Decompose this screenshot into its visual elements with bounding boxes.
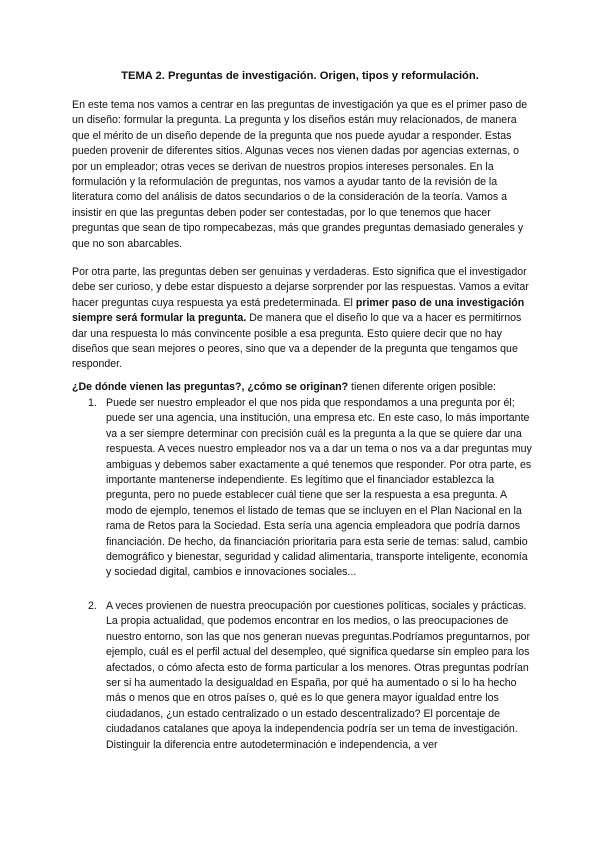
list-item-number: 1.	[88, 397, 97, 409]
paragraph-intro: En este tema nos vamos a centrar en las preguntas de investigación ya que es el primer paso de un diseño: formular la pregunta. La pregunta y los diseños están muy relacionados, de manera que el mérito de un diseño depende de la pregunta que nos puede ayudar a responder. Estas pueden provenir de diferentes sitios. Algunas veces nos vienen dadas por agencias externas, o por un empleador; otras veces se derivan de nuestros propios intereses personales. En la formulación y la reformulación de preguntas, nos vamos a ayudar tanto de la revisión de la literatura como del análisis de datos secundarios o de la consideración de la teoría. Vamos a insistir en que las preguntas deben poder ser contestadas, por lo que tenemos que hacer preguntas que sean de tipo rompecabezas, más que grandes preguntas demasiado generales y que no son abarcables.	[72, 99, 528, 250]
document-title: TEMA 2. Preguntas de investigación. Origen, tipos y reformulación.	[121, 70, 479, 82]
list-item	[72, 599, 532, 753]
origin-list	[72, 396, 532, 581]
list-item	[72, 396, 532, 581]
origin-list-continued	[72, 599, 532, 753]
section-heading-tail: tienen diferente origen posible:	[348, 381, 496, 393]
section-heading: ¿De dónde vienen las preguntas?, ¿cómo se originan?	[72, 381, 349, 393]
paragraph-genuine-questions	[72, 265, 532, 373]
list-item-text: A veces provienen de nuestra preocupación por cuestiones políticas, sociales y prácticas. La propia actualidad, que podemos encontrar en los medios, o las preocupaciones de nuestro entorno, son las que nos generan nuevas preguntas.Podríamos preguntarnos, por ejemplo, cuál es el perfil actual del desempleo, qué significa quedarse sin empleo para los afectados, o cómo afecta esto de forma particular a los menores. Otras preguntas podrían ser si ha aumentado la desigualdad en España, por qué ha aumentado o si lo ha hecho más o menos que en otros países o, qué es lo que genera mayor igualdad entre los ciudadanos, ¿un estado centralizado o un estado descentralizado? El porcentaje de ciudadanos catalanes que apoya la independencia podría ser un tema de investigación. Distinguir la diferencia entre autodeterminación e independencia, a ver	[106, 600, 531, 751]
paragraph-bold-text: primer paso de una investigación siempre será formular la pregunta.	[72, 296, 525, 325]
list-item-number: 2.	[88, 600, 97, 612]
paragraph-text: Por otra parte, las preguntas deben ser genuinas y verdaderas. Esto significa que el investigador debe ser curioso, y debe estar dispuesto a dejarse sorprender por las respuestas. Vamos a evitar hacer preguntas cuya respuesta ya está predeterminada. El	[72, 266, 529, 309]
section-question-origin	[72, 380, 532, 395]
paragraph-text: De manera que el diseño lo que va a hacer es permitirnos dar una respuesta lo más convincente posible a esa pregunta. Esto quiere decir que no hay diseños que sean mejores o peores, sino que va a depender de la pregunta que tengamos que responder.	[72, 312, 522, 371]
list-item-text: Puede ser nuestro empleador el que nos pida que respondamos a una pregunta por él; puede ser una agencia, una institución, una empresa etc. En este caso, lo más importante va a ser siempre determinar con precisión cuál es la pregunta a la que se quiere dar una respuesta. A veces nuestro empleador nos va a dar un tema o nos va a dar preguntas muy ambiguas y debemos saber exactamente a qué tenemos que responder. Por otra parte, es importante mantenerse independiente. Es legítimo que el financiador establezca la pregunta, pero no puede establecer cuál tiene que ser la respuesta a esa pregunta. A modo de ejemplo, tenemos el listado de temas que se incluyen en el Plan Nacional en la rama de Retos para la Sociedad. Esta sería una agencia empleadora que podría darnos financiación. De hecho, da financiación prioritaria para esta serie de temas: salud, cambio demográfico y bienestar, seguridad y calidad alimentaria, transporte inteligente, economía y sociedad digital, cambios e innovaciones sociales...	[106, 397, 532, 579]
